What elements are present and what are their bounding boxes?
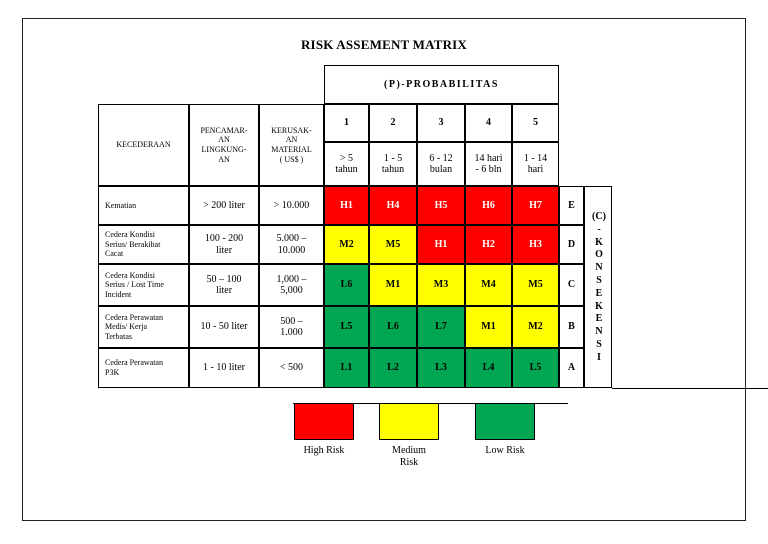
legend-swatch-green <box>475 403 535 440</box>
risk-cell-m1: M1 <box>369 264 417 306</box>
risk-cell-l7: L7 <box>417 306 465 348</box>
risk-cell-h5: H5 <box>417 186 465 225</box>
risk-cell-h4: H4 <box>369 186 417 225</box>
row-damage: 1,000 – 5,000 <box>259 264 324 306</box>
risk-cell-h3: H3 <box>512 225 559 264</box>
risk-cell-h1: H1 <box>324 186 369 225</box>
row-damage: < 500 <box>259 348 324 388</box>
row-damage: 500 – 1.000 <box>259 306 324 348</box>
row-pollution: 10 - 50 liter <box>189 306 259 348</box>
legend-label-yellow: Medium Risk <box>392 445 426 468</box>
legend-label-green: Low Risk <box>485 445 525 456</box>
legend-swatch-yellow <box>379 403 439 440</box>
probability-desc-5: 1 - 14 hari <box>512 142 559 186</box>
consequence-letter-b: B <box>559 306 584 348</box>
risk-cell-h2: H2 <box>465 225 512 264</box>
header-pencemaran: PENCAMAR- AN LINGKUNG- AN <box>189 104 259 186</box>
risk-cell-l2: L2 <box>369 348 417 388</box>
risk-cell-l6: L6 <box>369 306 417 348</box>
probability-col-5: 5 <box>512 104 559 142</box>
row-pollution: 50 – 100 liter <box>189 264 259 306</box>
legend-swatch-red <box>294 403 354 440</box>
row-injury: Cedera Perawatan P3K <box>98 348 189 388</box>
risk-cell-l3: L3 <box>417 348 465 388</box>
consequence-letter-a: A <box>559 348 584 388</box>
decorative-line <box>612 388 768 389</box>
risk-cell-m5: M5 <box>369 225 417 264</box>
consequence-letter-d: D <box>559 225 584 264</box>
probability-col-2: 2 <box>369 104 417 142</box>
risk-cell-m2: M2 <box>512 306 559 348</box>
header-kecederaan: KECEDERAAN <box>98 104 189 186</box>
probability-col-1: 1 <box>324 104 369 142</box>
risk-cell-m1: M1 <box>465 306 512 348</box>
probability-desc-4: 14 hari - 6 bln <box>465 142 512 186</box>
row-damage: 5.000 – 10.000 <box>259 225 324 264</box>
probability-col-3: 3 <box>417 104 465 142</box>
row-pollution: 100 - 200 liter <box>189 225 259 264</box>
row-injury: Cedera Perawatan Medis/ Kerja Terbatas <box>98 306 189 348</box>
risk-cell-h7: H7 <box>512 186 559 225</box>
row-pollution: > 200 liter <box>189 186 259 225</box>
probability-col-4: 4 <box>465 104 512 142</box>
row-injury: Cedera Kondisi Serius/ Berakibat Cacat <box>98 225 189 264</box>
row-injury: Cedera Kondisi Serius / Lost Time Incident <box>98 264 189 306</box>
probability-title: (P)-PROBABILITAS <box>324 65 559 104</box>
page-title: RISK ASSEMENT MATRIX <box>300 37 468 52</box>
risk-cell-l1: L1 <box>324 348 369 388</box>
consequence-letter-e: E <box>559 186 584 225</box>
risk-cell-l5: L5 <box>512 348 559 388</box>
probability-desc-2: 1 - 5 tahun <box>369 142 417 186</box>
risk-cell-l4: L4 <box>465 348 512 388</box>
risk-cell-m4: M4 <box>465 264 512 306</box>
risk-cell-h6: H6 <box>465 186 512 225</box>
row-pollution: 1 - 10 liter <box>189 348 259 388</box>
legend-label-red: High Risk <box>303 445 345 456</box>
consequence-axis-box <box>584 186 612 388</box>
probability-desc-3: 6 - 12 bulan <box>417 142 465 186</box>
risk-cell-l5: L5 <box>324 306 369 348</box>
risk-cell-m3: M3 <box>417 264 465 306</box>
risk-cell-m2: M2 <box>324 225 369 264</box>
row-injury: Kematian <box>98 186 189 225</box>
risk-cell-h1: H1 <box>417 225 465 264</box>
consequence-axis-label: (C) - K O N S E K E N S I <box>592 211 606 363</box>
row-damage: > 10.000 <box>259 186 324 225</box>
probability-desc-1: > 5 tahun <box>324 142 369 186</box>
risk-cell-l6: L6 <box>324 264 369 306</box>
header-kerusakan: KERUSAK- AN MATERIAL ( US$ ) <box>259 104 324 186</box>
consequence-letter-c: C <box>559 264 584 306</box>
risk-cell-m5: M5 <box>512 264 559 306</box>
